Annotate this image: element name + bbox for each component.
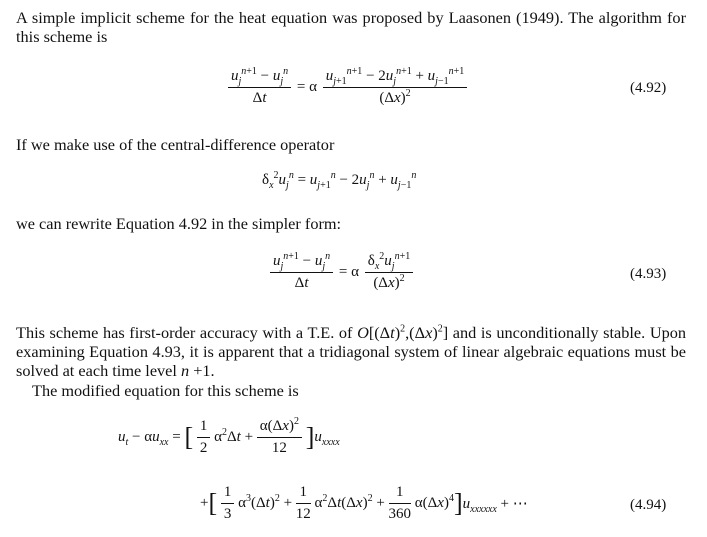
paragraph-accuracy-part-b: and is unconditionally stable. Upon examining Equation 4.93, it is apparent that a tridiagonal system of linear algebraic equations must be solved at each time level bbox=[16, 323, 686, 380]
paragraph-modified-equation: The modified equation for this scheme is bbox=[32, 381, 299, 400]
equation-number-4-93: (4.93) bbox=[630, 266, 667, 282]
equation-central-difference: $\delta_x^2u_j^n = u_{j+1}^n - 2u_j^n + u_{j-1}^n$ bbox=[262, 170, 417, 191]
paragraph-rewrite: we can rewrite Equation 4.92 in the simpler form: bbox=[16, 214, 342, 233]
truncation-error-expression: $O[(\Delta t)^2,(\Delta x)^2]$ bbox=[357, 323, 449, 342]
equation-4-93: $\frac{u_j^{n+1} - u_j^n}{\Delta t}$ = α $\frac{\delta_x^2u_j^{n+1}}{(\Delta x)^2}$ bbox=[270, 253, 413, 292]
paragraph-accuracy-part-c: +1. bbox=[189, 361, 215, 380]
equation-number-4-92: (4.92) bbox=[630, 80, 667, 96]
paragraph-central-difference: If we make use of the central-difference operator bbox=[16, 135, 335, 154]
equation-4-94-line-1: $u_t - \alpha u_{xx}$ = [ $\frac{1}{2}$ $\alpha^2\Delta t$ + $\frac{\alpha(\Delta x)^2}{12}$ ]$u_{xxxx}$ bbox=[118, 416, 340, 456]
equation-4-94-line-2: +[ $\frac{1}{3}$ $\alpha^3(\Delta t)^2$ + $\frac{1}{12}$ $\alpha^2\Delta t(\Delta x)^2$ + $\frac{1}{360}$ $\alpha(\Delta x)^4]u_{xxxxxx}$ + ⋯ bbox=[200, 484, 528, 522]
equation-number-4-94: (4.94) bbox=[630, 497, 667, 513]
paragraph-accuracy bbox=[16, 323, 686, 380]
paragraph-accuracy-n: n bbox=[181, 361, 190, 380]
paragraph-intro: A simple implicit scheme for the heat equation was proposed by Laasonen (1949). The algorithm for this scheme is bbox=[16, 8, 686, 46]
paragraph-accuracy-part-a: This scheme has first-order accuracy with a T.E. of bbox=[16, 323, 358, 342]
equation-4-92: $\frac{u_j^{n+1} - u_j^n}{\Delta t}$ = α $\frac{u_{j+1}^{n+1} - 2u_j^{n+1} + u_{j-1}^{n+1}}{(\Delta x)^2}$ bbox=[228, 68, 467, 107]
